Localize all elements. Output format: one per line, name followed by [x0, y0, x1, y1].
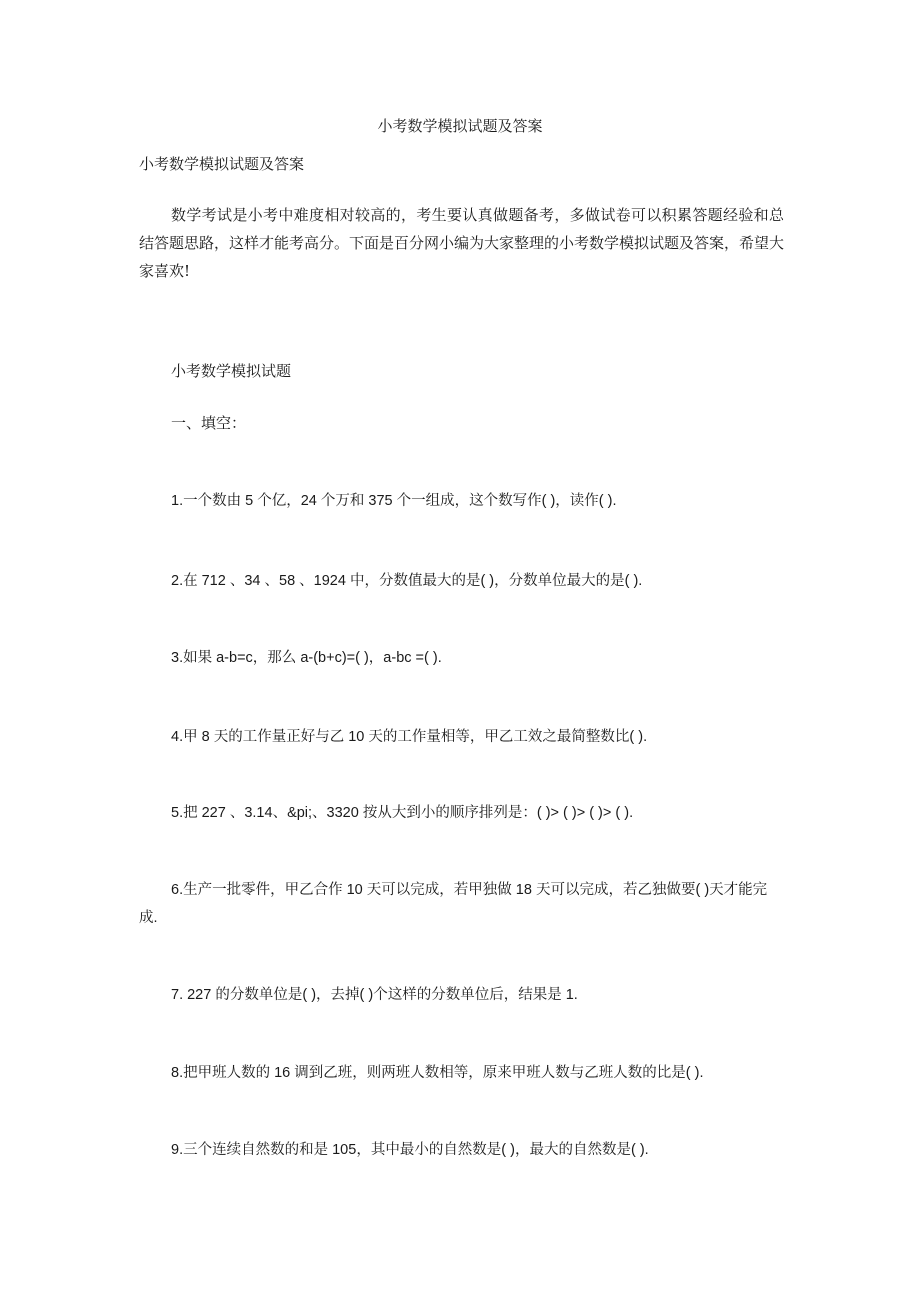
question-7: 7. 227 的分数单位是( )，去掉( )个这样的分数单位后，结果是 1. — [171, 987, 578, 1003]
question-6: 6.生产一批零件，甲乙合作 10 天可以完成，若甲独做 18 天可以完成，若乙独做要( )天才能完成. — [139, 882, 768, 926]
intro-paragraph: 数学考试是小考中难度相对较高的，考生要认真做题备考，多做试卷可以积累答题经验和总结答题思路，这样才能考高分。下面是百分网小编为大家整理的小考数学模拟试题及答案，希望大家喜欢! — [139, 206, 785, 280]
question-5: 5.把 227 、3.14、&pi;、3320 按从大到小的顺序排列是：( )> ( )> ( )> ( ). — [171, 805, 634, 821]
question-9: 9.三个连续自然数的和是 105，其中最小的自然数是( )，最大的自然数是( ). — [171, 1142, 649, 1158]
document-subtitle: 小考数学模拟试题及答案 — [139, 155, 305, 173]
question-8: 8.把甲班人数的 16 调到乙班，则两班人数相等，原来甲班人数与乙班人数的比是( ). — [171, 1065, 704, 1081]
part-heading: 一、填空： — [171, 414, 247, 432]
document-title: 小考数学模拟试题及答案 — [377, 117, 543, 135]
section-heading: 小考数学模拟试题 — [171, 362, 292, 380]
question-3: 3.如果 a-b=c，那么 a-(b+c)=( )，a-bc =( ). — [171, 650, 442, 666]
question-2: 2.在 712 、34 、58 、1924 中，分数值最大的是( )，分数单位最大的是( ). — [171, 573, 643, 589]
question-1: 1.一个数由 5 个亿，24 个万和 375 个一组成，这个数写作( )，读作( ). — [171, 493, 617, 509]
question-4: 4.甲 8 天的工作量正好与乙 10 天的工作量相等，甲乙工效之最简整数比( ). — [171, 729, 648, 745]
